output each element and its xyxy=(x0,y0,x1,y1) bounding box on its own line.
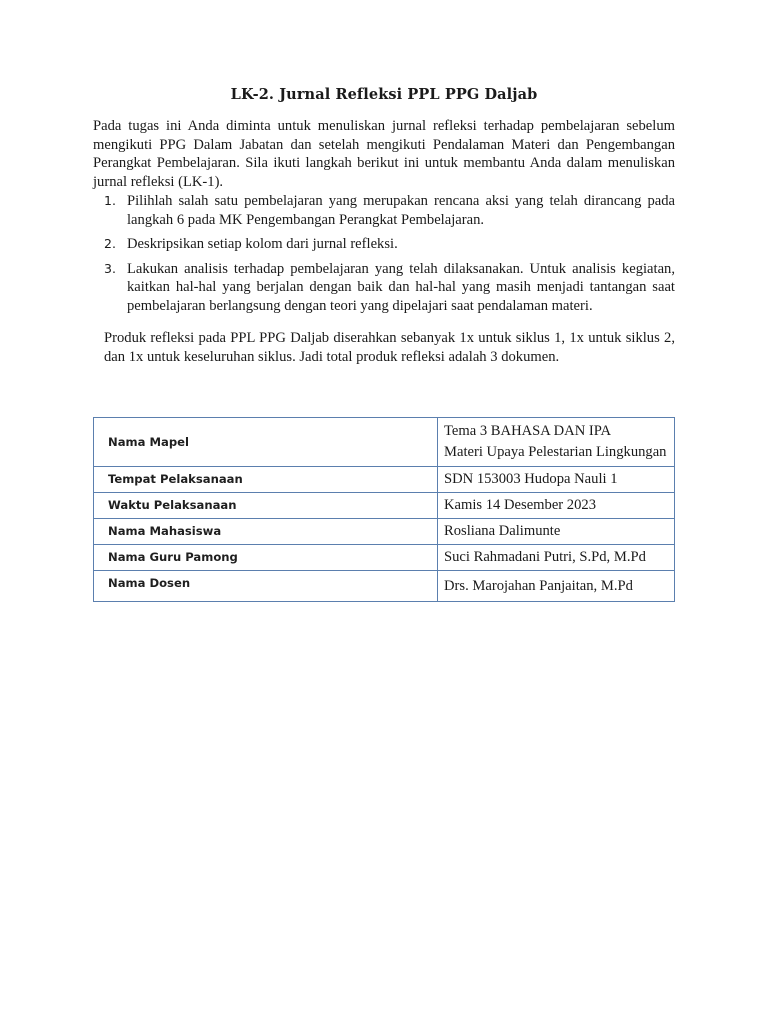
row-label: Nama Mahasiswa xyxy=(94,519,438,545)
steps-list xyxy=(104,192,675,322)
table-row xyxy=(94,493,675,519)
document-title: LK-2. Jurnal Refleksi PPL PPG Daljab xyxy=(230,86,538,103)
closing-paragraph: Produk refleksi pada PPL PPG Daljab diserahkan sebanyak 1x untuk siklus 1, 1x untuk siklus 2, dan 1x untuk keseluruhan siklus. Jadi total produk refleksi adalah 3 dokumen. xyxy=(104,330,675,365)
info-table xyxy=(93,417,675,602)
step-text: Lakukan analisis terhadap pembelajaran yang telah dilaksanakan. Untuk analisis kegiatan, kaitkan hal-hal yang berjalan dengan baik dan hal-hal yang masih menjadi tantangan saat pembelajaran berlangsung dengan teori yang dipelajari saat pendalaman materi. xyxy=(127,260,675,314)
row-label: Nama Guru Pamong xyxy=(94,545,438,571)
row-value: SDN 153003 Hudopa Nauli 1 xyxy=(438,467,675,493)
table-row xyxy=(94,545,675,571)
value-line: Tema 3 BAHASA DAN IPA xyxy=(444,423,612,439)
table-row xyxy=(94,418,675,467)
step-text: Pilihlah salah satu pembelajaran yang merupakan rencana aksi yang telah dirancang pada langkah 6 pada MK Pengembangan Perangkat Pembelajaran. xyxy=(127,193,675,228)
step-number: 3. xyxy=(104,260,116,276)
intro-paragraph: Pada tugas ini Anda diminta untuk menuliskan jurnal refleksi terhadap pembelajaran sebelum mengikuti PPG Dalam Jabatan dan setelah mengikuti Pendalaman Materi dan Pengembangan Perangkat Pembelajaran. Sila ikuti langkah berikut ini untuk membantu Anda dalam menuliskan jurnal refleksi (LK-1). xyxy=(93,118,675,190)
step-number: 1. xyxy=(104,193,116,208)
step-text: Deskripsikan setiap kolom dari jurnal refleksi. xyxy=(127,236,398,253)
row-value: Drs. Marojahan Panjaitan, M.Pd xyxy=(438,571,675,602)
row-value: Kamis 14 Desember 2023 xyxy=(438,493,675,519)
table-row xyxy=(94,519,675,545)
list-item xyxy=(104,260,675,316)
table-row xyxy=(94,571,675,602)
step-number: 2. xyxy=(104,236,116,252)
table-row xyxy=(94,467,675,493)
row-label: Waktu Pelaksanaan xyxy=(94,493,438,519)
row-value: Suci Rahmadani Putri, S.Pd, M.Pd xyxy=(438,545,675,571)
list-item xyxy=(104,192,675,229)
row-label: Nama Dosen xyxy=(94,571,438,602)
row-value xyxy=(438,418,675,467)
list-item xyxy=(104,235,675,254)
row-value: Rosliana Dalimunte xyxy=(438,519,675,545)
value-line: Materi Upaya Pelestarian Lingkungan xyxy=(444,444,667,460)
row-label: Tempat Pelaksanaan xyxy=(94,467,438,493)
row-label: Nama Mapel xyxy=(94,418,438,467)
